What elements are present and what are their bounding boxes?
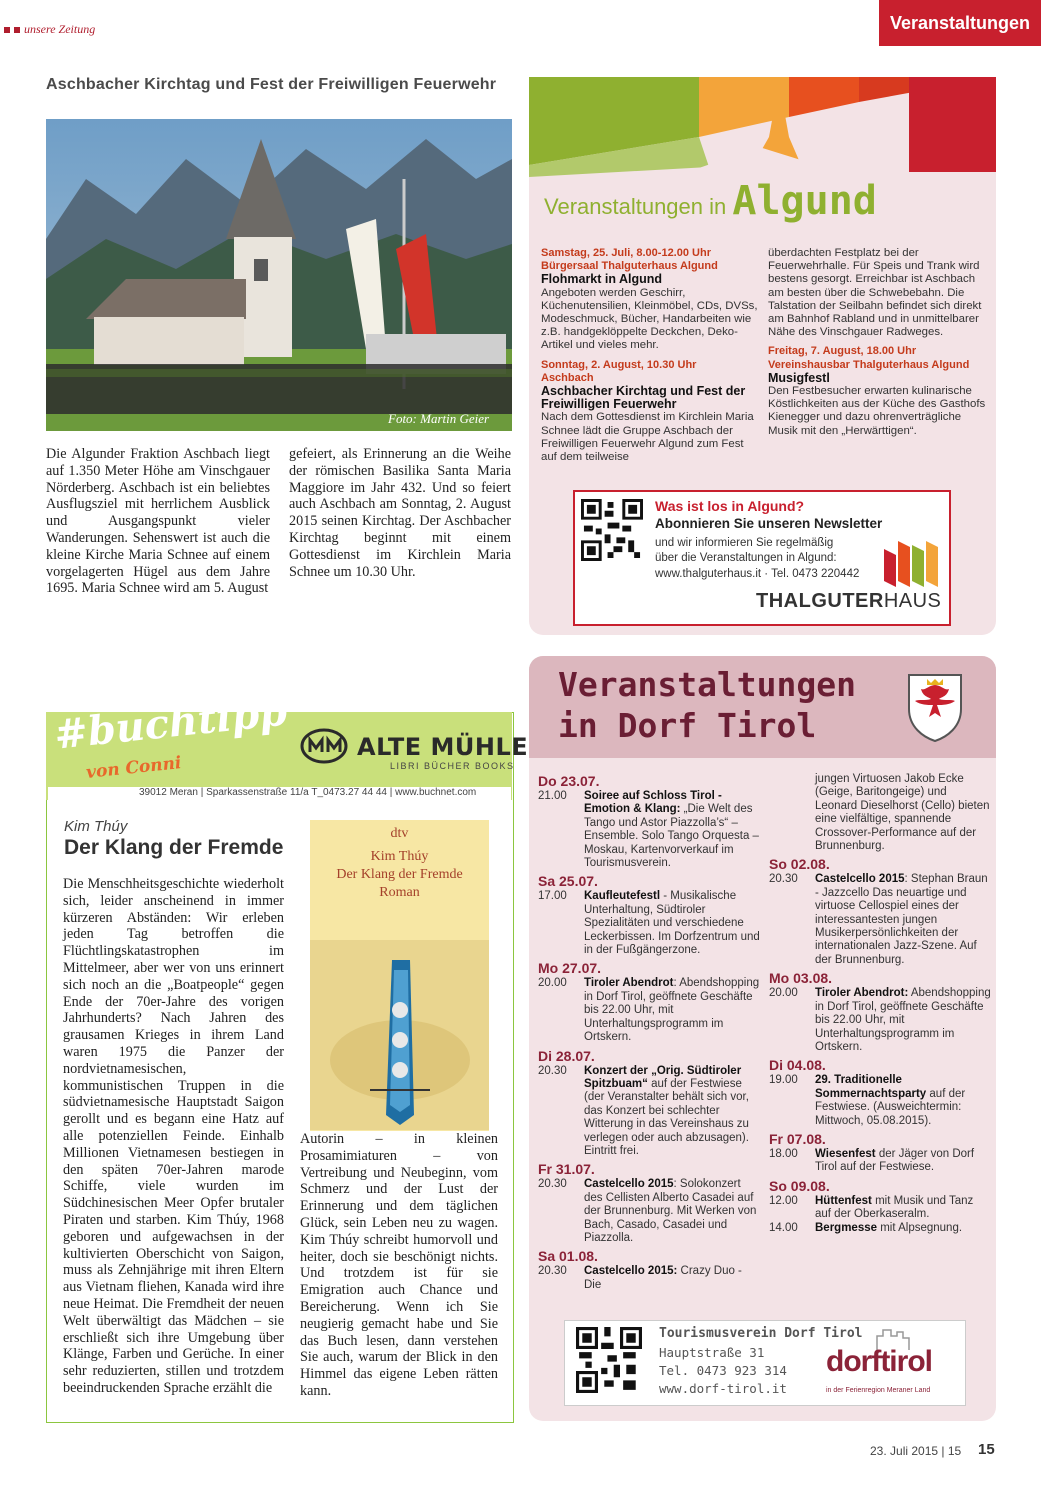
event-description xyxy=(584,890,760,957)
algund-heading: Veranstaltungen in Algund xyxy=(544,178,877,224)
book-title: Der Klang der Fremde xyxy=(64,836,284,859)
event-text: Angeboten werden Geschirr, Küchenutensilien, Kleinmöbel, CDs, DVSs, Modeschmuck, Bücher, Handarbeiten wie z.B. handgeklöppelte Deckchen, Deko-Artikel und vieles mehr. xyxy=(541,286,758,352)
event-row xyxy=(769,1074,991,1128)
qr-code-icon[interactable] xyxy=(581,499,643,561)
event-text: mit Alpsegnung. xyxy=(877,1221,963,1234)
event-description xyxy=(584,1178,760,1245)
event-title: Tiroler Abendrot: xyxy=(815,987,909,1000)
article-column-1: Die Algunder Fraktion Aschbach liegt auf 1.350 Meter Höhe am Vinschgauer Nörderberg. Aschbach ist ein beliebtes Ausflugsziel mit herrlichem Ausblick und Ausgangspunkt vieler Wanderungen. Sehenswert ist auch die kleine Kirche Maria Schnee auf einem vorgelagerten Hügel aus dem Jahre 1695. Maria Schnee wird am 5. August xyxy=(46,446,270,597)
event-day-heading: So 09.08. xyxy=(769,1177,830,1194)
article-title: Aschbacher Kirchtag und Fest der Freiwilligen Feuerwehr xyxy=(46,76,497,93)
event-text: - Musikalische Unterhaltung, Südtiroler Spezialitäten und verschiedene Leckerbissen. Im Dorfzentrum und in der Fußgängerzone. xyxy=(584,890,760,957)
newsletter-subtitle: Abonnieren Sie unseren Newsletter xyxy=(655,516,883,531)
event-row xyxy=(538,1065,760,1159)
event-time: 20.30 xyxy=(538,1265,567,1278)
event-row xyxy=(538,790,760,870)
event-title: 29. Traditionelle Sommernachtsparty xyxy=(815,1074,927,1100)
event-continuation: jungen Virtuosen Jakob Ecke (Geige, Baritongeige) und Leonard Dieselhorst (Cello) bieten eine vielfältige, spannende Crossover-Performance auf der Brunnenburg. xyxy=(815,773,990,853)
event-title: Wiesenfest xyxy=(815,1147,876,1160)
event-description xyxy=(815,1222,991,1235)
event-text: Abendshopping in Dorf Tirol, geöffnete Geschäfte bis 22.00 Uhr, mit Unterhaltungsprogramm im Ortskern. xyxy=(815,987,991,1053)
event-title: Castelcello 2015 xyxy=(815,873,905,886)
event-description xyxy=(584,1265,760,1292)
event-day-heading: Di 04.08. xyxy=(769,1057,826,1074)
cover-publisher: dtv xyxy=(390,826,409,841)
bookshop-name: ALTE MÜHLE xyxy=(357,733,529,761)
cover-genre: Roman xyxy=(379,885,420,900)
event-text: : Stephan Braun - Jazzcello Das neuartige und virtuose Cellospiel eines der interessantesten jungen Musikerpersönlichkeiten der internationalen Jazz-Szene. Auf der Brunnenburg. xyxy=(815,873,988,966)
event-day-heading: Mo 03.08. xyxy=(769,970,833,987)
church-festival-photo xyxy=(46,119,512,431)
event-day-heading: Sa 25.07. xyxy=(538,873,598,890)
event-text: : Solokonzert des Cellisten Alberto Casadei auf der Brunnenburg. Mit Werken von Bach, Casado, Casadei und Piazzolla. xyxy=(584,1178,757,1244)
event-time: 20.00 xyxy=(769,987,798,1000)
alte-muehle-logo-icon xyxy=(300,728,348,764)
dorf-tirol-title-line-2: in Dorf Tirol xyxy=(558,706,817,745)
dorf-tirol-title: Veranstaltungen xyxy=(558,665,857,704)
section-tab: Veranstaltungen xyxy=(879,0,1041,46)
event-text: „Die Welt des Tango und Astor Piazzolla’s“ – Ensemble. Solo Tango Orquesta – Moskau, Kartenvorverkauf im Tourismusverein. xyxy=(584,803,759,870)
event-time: 20.00 xyxy=(538,977,567,990)
event-text: Nach dem Gottesdienst im Kirchlein Maria Schnee lädt die Gruppe Aschbach der Freiwilligen Feuerwehr Algund zum Fest auf dem teilweise xyxy=(541,411,754,464)
event-text: Crazy Duo - Die xyxy=(584,1265,742,1291)
event-description xyxy=(815,873,991,967)
tourismusverein-website-link[interactable]: www.dorf-tirol.it xyxy=(659,1381,787,1396)
event-day-heading: So 02.08. xyxy=(769,856,830,873)
event-row xyxy=(538,890,760,957)
event-description xyxy=(815,987,991,1054)
event-title: Konzert der „Orig. Südtiroler Spitzbuam“ xyxy=(584,1064,742,1090)
event-time: 20.30 xyxy=(538,1064,567,1077)
event-title: Castelcello 2015: xyxy=(584,1265,678,1278)
event-title: Hüttenfest xyxy=(815,1194,872,1207)
bookshop-address: 39012 Meran | Sparkassenstraße 11/a T_0473.27 44 44 | www.buchnet.com xyxy=(139,787,477,798)
cover-author: Kim Thúy xyxy=(370,849,429,864)
event-time: 19.00 xyxy=(769,1074,798,1087)
event-place: Aschbach xyxy=(541,371,594,384)
event-description xyxy=(815,1148,991,1175)
dorf-tirol-logo: dorftirol xyxy=(826,1345,932,1378)
event-day-heading: Di 28.07. xyxy=(538,1047,595,1064)
event-text: : Abendshopping in Dorf Tirol, geöffnete Geschäfte bis 22.00 Uhr, mit Unterhaltungsprogramm im Ortskern. xyxy=(584,977,760,1044)
page-number: 15 xyxy=(978,1441,995,1458)
event-title: Musigfestl xyxy=(768,370,830,385)
cover-title: Der Klang der Fremde xyxy=(336,867,463,882)
tourismusverein-phone[interactable]: Tel. 0473 923 314 xyxy=(659,1363,787,1378)
event-text: Den Festbesucher erwarten kulinarische Köstlichkeiten aus der Küche des Gasthofs Kienegger und dazu ohrenverträgliche Musik mit den „Herwärttigen“. xyxy=(768,385,986,437)
event-description xyxy=(584,790,760,870)
event-day-heading: Fr 31.07. xyxy=(538,1161,595,1178)
event-time: 18.00 xyxy=(769,1147,798,1160)
event-date: Sonntag, 2. August, 10.30 Uhr xyxy=(541,358,697,371)
dorf-tirol-events-column-2 xyxy=(769,773,991,1235)
event-row xyxy=(769,873,991,967)
event-row xyxy=(538,1178,760,1245)
newsletter-contact-link[interactable]: www.thalguterhaus.it · Tel. 0473 220442 xyxy=(655,568,860,580)
event-title: Flohmarkt in Algund xyxy=(541,272,663,287)
book-author: Kim Thúy xyxy=(64,818,128,835)
event-description xyxy=(584,977,760,1044)
issue-date: 23. Juli 2015 | 15 xyxy=(870,1444,962,1458)
event-time: 17.00 xyxy=(538,890,567,903)
event-date: Freitag, 7. August, 18.00 Uhr xyxy=(768,345,917,358)
event-title: Castelcello 2015 xyxy=(584,1178,674,1191)
buchtipp-author-byline: von Conni xyxy=(85,753,183,783)
event-text: auf der Festwiese. (Ausweichtermin: Mittwoch, 05.08.2015). xyxy=(815,1087,966,1127)
article-column-2: gefeiert, als Erinnerung an die Weihe der römischen Basilika Santa Maria Maggiore im Jahr 432. Und so feiert auch Aschbach am Sonntag, 2. August 2015 seinen Kirchtag. Der Aschbacher Kirchtag beginnt mit einem Gottesdienst im Kirchlein Maria Schnee um 10.30 Uhr. xyxy=(289,446,511,580)
dorf-tirol-logo-tagline: in der Ferienregion Meraner Land xyxy=(826,1387,931,1394)
photo-credit: Foto: Martin Geier xyxy=(388,411,490,426)
event-text: überdachten Festplatz bei der Feuerwehrhalle. Für Speis und Trank wird bestens gesorgt. Erreichbar ist Aschbach am besten über die Schwebebahn. Die Talstation der Seilbahn befindet sich direkt am Bahnhof Rabland und in unmittelbarer Nähe des Vinschgauer Radweges. xyxy=(768,247,982,339)
event-row xyxy=(769,1148,991,1175)
event-time: 20.30 xyxy=(769,873,798,886)
tirol-coat-of-arms-icon xyxy=(905,671,965,743)
event-row xyxy=(769,987,991,1054)
event-description xyxy=(815,1074,991,1128)
event-day-heading: Fr 07.08. xyxy=(769,1130,826,1147)
thalguterhaus-logo-icon xyxy=(884,541,940,587)
event-title: Tiroler Abendrot xyxy=(584,977,674,990)
event-row xyxy=(538,977,760,1044)
event-text: auf der Festwiese (der Veranstalter behält sich vor, das Konzert bei schlechter Witterung in das Vereinshaus zu verlegen oder auch abzusagen). Eintritt frei. xyxy=(584,1077,749,1157)
event-day-heading: Sa 01.08. xyxy=(538,1248,598,1265)
event-date: Samstag, 25. Juli, 8.00-12.00 Uhr xyxy=(541,247,711,259)
event-time: 14.00 xyxy=(769,1221,798,1234)
qr-code-icon[interactable] xyxy=(576,1327,642,1393)
newsletter-line: über die Veranstaltungen in Algund: xyxy=(655,552,837,564)
event-title: Soiree auf Schloss Tirol - Emotion & Klang: xyxy=(584,790,722,816)
book-review-column-1: Die Menschheitsgeschichte wiederholt sich, leider anscheinend in immer kürzeren Abständen: Wir erleben jeden Tag betroffen die Flüchtlingskatastrophen im Mittelmeer, aber wer von uns erinnert sich noch an die „Boatpeople“ gegen Ende der 70er-Jahre des vorigen Jahrhunderts? Nach Jahren des grausamen Krieges in ihrem Land waren 1975 die Panzer der nordvietnamesischen, kommunistischen Truppen in die südvietnamesische Hauptstadt Saigon gerollt und es begann eine Hatz auf alle potenziellen Feinde. Einhalb Millionen Vietnamesen bestiegen in den späten 70er-Jahren marode Schiffe, viele wurden im Südchinesischen Meer Opfer brutaler Piraten und starben. Kim Thúy, 1968 geboren und aufgewachsen in der kultivierten Oberschicht von Saigon, muss als Zehnjährige mit ihren Eltern aus Vietnam fliehen, Kanada wird ihre neue Heimat. Die Fremdheit der neuen Welt überwältigt das Mädchen – sie erschließt sich ihre Umgebung über Klänge, Farben und Gerüche. In einer sehr reduzierten, stillen und trotzdem beeindruckenden Sprache erzählt die xyxy=(63,876,284,1396)
event-time: 12.00 xyxy=(769,1194,798,1207)
event-day-heading: Mo 27.07. xyxy=(538,960,602,977)
event-time: 20.30 xyxy=(538,1178,567,1191)
event-place: Bürgersaal Thalguterhaus Algund xyxy=(541,260,718,273)
dorf-tirol-events-column-1 xyxy=(538,773,760,1292)
event-text: mit Musik und Tanz auf der Oberkaseralm. xyxy=(815,1194,974,1221)
tourismusverein-street: Hauptstraße 31 xyxy=(659,1345,765,1360)
buchtipp-label: #buchtipp xyxy=(52,687,290,759)
algund-banner-graphic xyxy=(529,77,996,177)
tourismusverein-name: Tourismusverein Dorf Tirol xyxy=(659,1326,863,1341)
event-time: 21.00 xyxy=(538,790,567,802)
algund-events-column-1 xyxy=(541,247,761,464)
event-row xyxy=(769,1222,991,1235)
event-row xyxy=(538,1265,760,1292)
event-row xyxy=(769,1195,991,1222)
book-review-column-2: Autorin – in kleinen Prosamimiaturen – von Vertreibung und Neubeginn, vom Schmerz und der Lust der Erinnerung und dem täglichen Glück, sein Leben neu zu wagen. Kim Thúy schreibt humorvoll und heiter, doch sie beschönigt nichts. Und trotzdem ist für sie Emigration auch Chance und Bereicherung. Wenn ich Sie neugierig gemacht habe und Sie das Buch lesen, dann verstehen Sie auch, warum der Blick in den Himmel das eigene Leben rätten kann. xyxy=(300,1131,498,1399)
event-title: Aschbacher Kirchtag und Fest der Freiwilligen Feuerwehr xyxy=(541,384,746,412)
thalguterhaus-logo: THALGUTERHAUS xyxy=(756,590,942,612)
event-description xyxy=(815,1195,991,1222)
event-title: Bergmesse xyxy=(815,1221,878,1234)
bookshop-tagline: LIBRI BÜCHER BOOKS xyxy=(390,761,515,771)
algund-events-column-2 xyxy=(768,247,988,438)
event-text: der Jäger von Dorf Tirol auf der Festwiese. xyxy=(815,1147,975,1174)
newsletter-line: und wir informieren Sie regelmäßig xyxy=(655,537,834,549)
event-day-heading: Do 23.07. xyxy=(538,773,600,789)
newsletter-title: Was ist los in Algund? xyxy=(655,498,805,514)
event-place: Vereinshausbar Thalguterhaus Algund xyxy=(768,358,970,371)
boat-on-water-image xyxy=(310,940,489,1130)
newspaper-brand: unsere Zeitung xyxy=(4,22,95,37)
event-description xyxy=(584,1065,760,1159)
event-title: Kaufleutefestl xyxy=(584,890,661,903)
